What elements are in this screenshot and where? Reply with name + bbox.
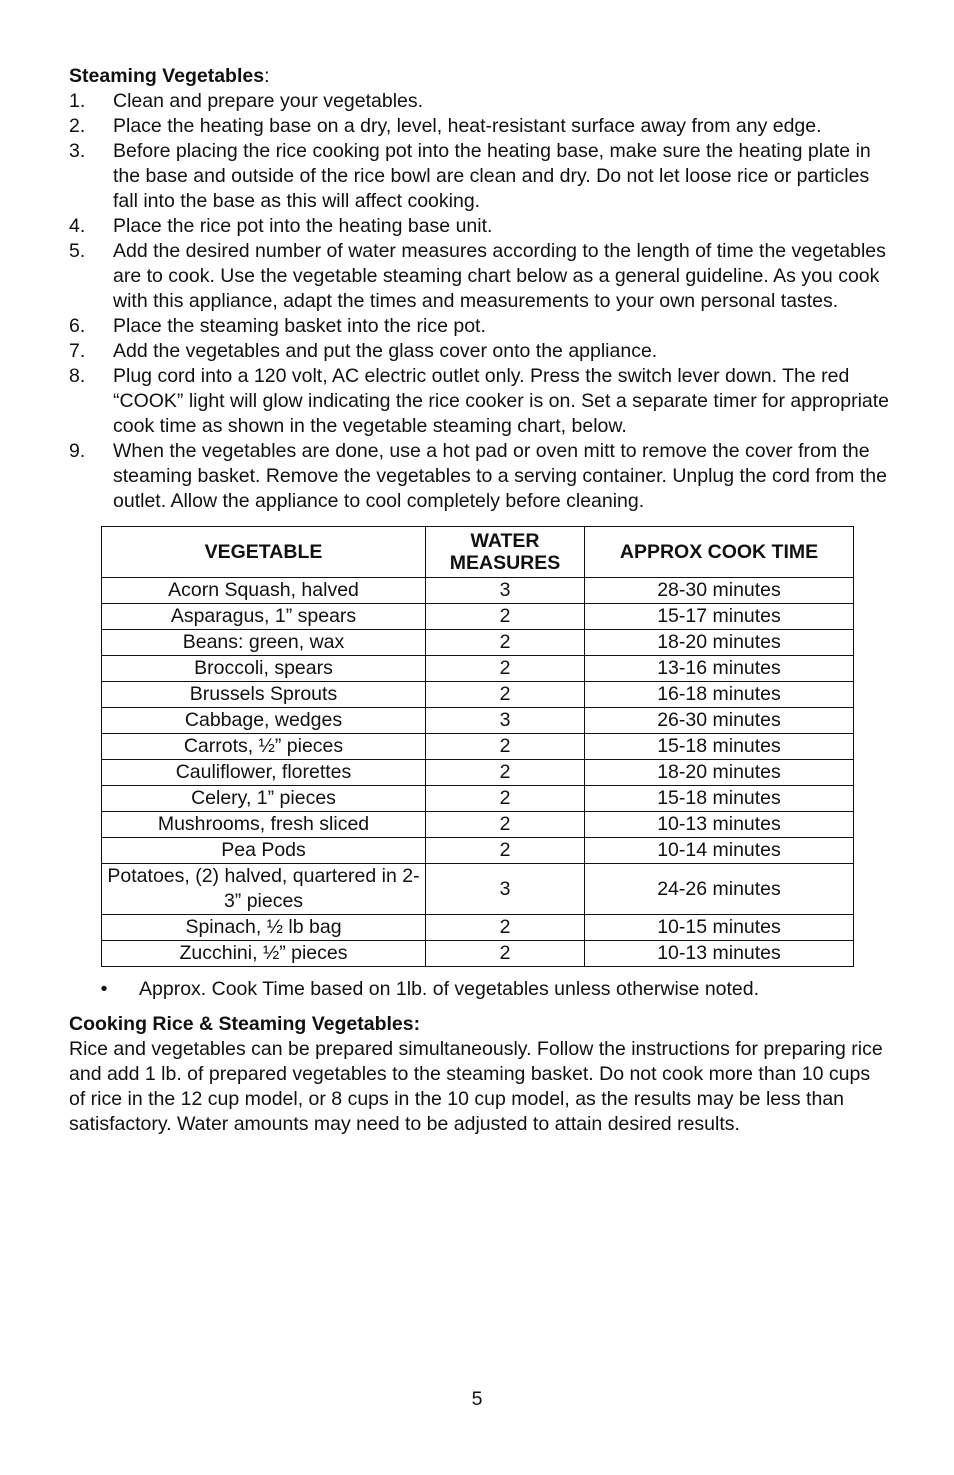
step-number: 7. bbox=[69, 340, 86, 362]
table-row bbox=[102, 812, 854, 838]
cell-vegetable: Cabbage, wedges bbox=[102, 708, 426, 734]
table-row bbox=[102, 915, 854, 941]
header-cook-time: APPROX COOK TIME bbox=[585, 527, 854, 578]
cell-vegetable: Beans: green, wax bbox=[102, 630, 426, 656]
section-title: Cooking Rice & Steaming Vegetables: bbox=[69, 1013, 421, 1035]
cell-water: 2 bbox=[426, 734, 585, 760]
header-vegetable: VEGETABLE bbox=[102, 527, 426, 578]
step-text: Plug cord into a 120 volt, AC electric outlet only. Press the switch lever down. The red “COOK” light will glow indicating the rice cooker is on. Set a separate timer for appropriate cook time as shown in the vegetable steaming chart, below. bbox=[113, 365, 890, 437]
list-item bbox=[69, 239, 889, 314]
cell-water: 2 bbox=[426, 812, 585, 838]
cell-time: 15-18 minutes bbox=[585, 734, 854, 760]
steps-list bbox=[69, 89, 889, 514]
section-paragraph: Rice and vegetables can be prepared simultaneously. Follow the instructions for preparing rice and add 1 lb. of prepared vegetables to the steaming basket. Do not cook more than 10 cups of rice in the 12 cup model, or 8 cups in the 10 cup model, as the results may be less than satisfactory. Water amounts may need to be adjusted to attain desired results. bbox=[69, 1038, 883, 1135]
section-heading-steaming bbox=[69, 64, 889, 89]
cell-vegetable: Mushrooms, fresh sliced bbox=[102, 812, 426, 838]
cell-time: 26-30 minutes bbox=[585, 708, 854, 734]
cell-water: 3 bbox=[426, 708, 585, 734]
cell-time: 16-18 minutes bbox=[585, 682, 854, 708]
cell-water: 2 bbox=[426, 915, 585, 941]
table-row bbox=[102, 838, 854, 864]
cell-vegetable: Pea Pods bbox=[102, 838, 426, 864]
cell-time: 18-20 minutes bbox=[585, 760, 854, 786]
header-water-measures: WATER MEASURES bbox=[426, 527, 585, 578]
cell-water: 2 bbox=[426, 838, 585, 864]
table-row bbox=[102, 604, 854, 630]
cell-vegetable: Carrots, ½” pieces bbox=[102, 734, 426, 760]
list-item bbox=[69, 314, 889, 339]
cell-water: 2 bbox=[426, 630, 585, 656]
table-row bbox=[102, 941, 854, 967]
list-item bbox=[69, 89, 889, 114]
bullet-icon: • bbox=[100, 978, 108, 1000]
table-row bbox=[102, 656, 854, 682]
list-item bbox=[69, 214, 889, 239]
table-header-row bbox=[102, 527, 854, 578]
step-number: 4. bbox=[69, 215, 86, 237]
step-number: 1. bbox=[69, 90, 86, 112]
table-row bbox=[102, 864, 854, 915]
cell-vegetable: Broccoli, spears bbox=[102, 656, 426, 682]
cell-time: 13-16 minutes bbox=[585, 656, 854, 682]
cell-time: 10-15 minutes bbox=[585, 915, 854, 941]
cell-water: 2 bbox=[426, 786, 585, 812]
table-row bbox=[102, 578, 854, 604]
step-text: Place the rice pot into the heating base unit. bbox=[113, 215, 493, 237]
document-page bbox=[69, 64, 889, 1137]
cell-vegetable: Acorn Squash, halved bbox=[102, 578, 426, 604]
cell-water: 2 bbox=[426, 656, 585, 682]
page-number: 5 bbox=[471, 1388, 483, 1410]
cell-water: 2 bbox=[426, 760, 585, 786]
table-row bbox=[102, 760, 854, 786]
cell-water: 2 bbox=[426, 941, 585, 967]
table-row bbox=[102, 682, 854, 708]
table-row bbox=[102, 786, 854, 812]
step-number: 8. bbox=[69, 365, 86, 387]
table-row bbox=[102, 734, 854, 760]
section-cooking-rice bbox=[69, 1012, 889, 1137]
cell-water: 2 bbox=[426, 682, 585, 708]
cell-time: 28-30 minutes bbox=[585, 578, 854, 604]
table-row bbox=[102, 708, 854, 734]
cell-vegetable: Spinach, ½ lb bag bbox=[102, 915, 426, 941]
list-item bbox=[69, 364, 889, 439]
list-item bbox=[69, 339, 889, 364]
step-number: 9. bbox=[69, 440, 86, 462]
list-item bbox=[69, 139, 889, 214]
step-number: 2. bbox=[69, 115, 86, 137]
cell-time: 10-13 minutes bbox=[585, 812, 854, 838]
cell-water: 3 bbox=[426, 578, 585, 604]
steaming-chart-table bbox=[101, 526, 854, 967]
cell-time: 15-17 minutes bbox=[585, 604, 854, 630]
list-item bbox=[69, 114, 889, 139]
cell-time: 15-18 minutes bbox=[585, 786, 854, 812]
step-text: Clean and prepare your vegetables. bbox=[113, 90, 424, 112]
cell-time: 24-26 minutes bbox=[585, 864, 854, 915]
title-colon: : bbox=[264, 65, 270, 87]
step-text: Add the vegetables and put the glass cover onto the appliance. bbox=[113, 340, 658, 362]
cell-vegetable: Potatoes, (2) halved, quartered in 2-3” pieces bbox=[102, 864, 426, 915]
step-number: 6. bbox=[69, 315, 86, 337]
note-text: Approx. Cook Time based on 1lb. of vegetables unless otherwise noted. bbox=[139, 978, 760, 1000]
cell-water: 3 bbox=[426, 864, 585, 915]
step-text: Add the desired number of water measures according to the length of time the vegetables are to cook. Use the vegetable steaming chart below as a general guideline. As you cook with this appliance, adapt the times and measurements to your own personal tastes. bbox=[113, 240, 886, 312]
step-text: When the vegetables are done, use a hot pad or oven mitt to remove the cover from the steaming basket. Remove the vegetables to a serving container. Unplug the cord from the outlet. Allow the appliance to cool completely before cleaning. bbox=[113, 440, 887, 512]
cell-water: 2 bbox=[426, 604, 585, 630]
step-text: Before placing the rice cooking pot into the heating base, make sure the heating plate in the base and outside of the rice bowl are clean and dry. Do not let loose rice or particles fall into the base as this will affect cooking. bbox=[113, 140, 871, 212]
cell-vegetable: Asparagus, 1” spears bbox=[102, 604, 426, 630]
cell-vegetable: Celery, 1” pieces bbox=[102, 786, 426, 812]
step-text: Place the heating base on a dry, level, heat-resistant surface away from any edge. bbox=[113, 115, 822, 137]
note-bullet-item bbox=[69, 977, 889, 1002]
cell-time: 18-20 minutes bbox=[585, 630, 854, 656]
cell-vegetable: Brussels Sprouts bbox=[102, 682, 426, 708]
cell-vegetable: Zucchini, ½” pieces bbox=[102, 941, 426, 967]
step-number: 5. bbox=[69, 240, 86, 262]
step-number: 3. bbox=[69, 140, 86, 162]
cell-time: 10-14 minutes bbox=[585, 838, 854, 864]
table-row bbox=[102, 630, 854, 656]
step-text: Place the steaming basket into the rice pot. bbox=[113, 315, 486, 337]
section-title: Steaming Vegetables bbox=[69, 65, 265, 87]
list-item bbox=[69, 439, 889, 514]
cell-vegetable: Cauliflower, florettes bbox=[102, 760, 426, 786]
cell-time: 10-13 minutes bbox=[585, 941, 854, 967]
